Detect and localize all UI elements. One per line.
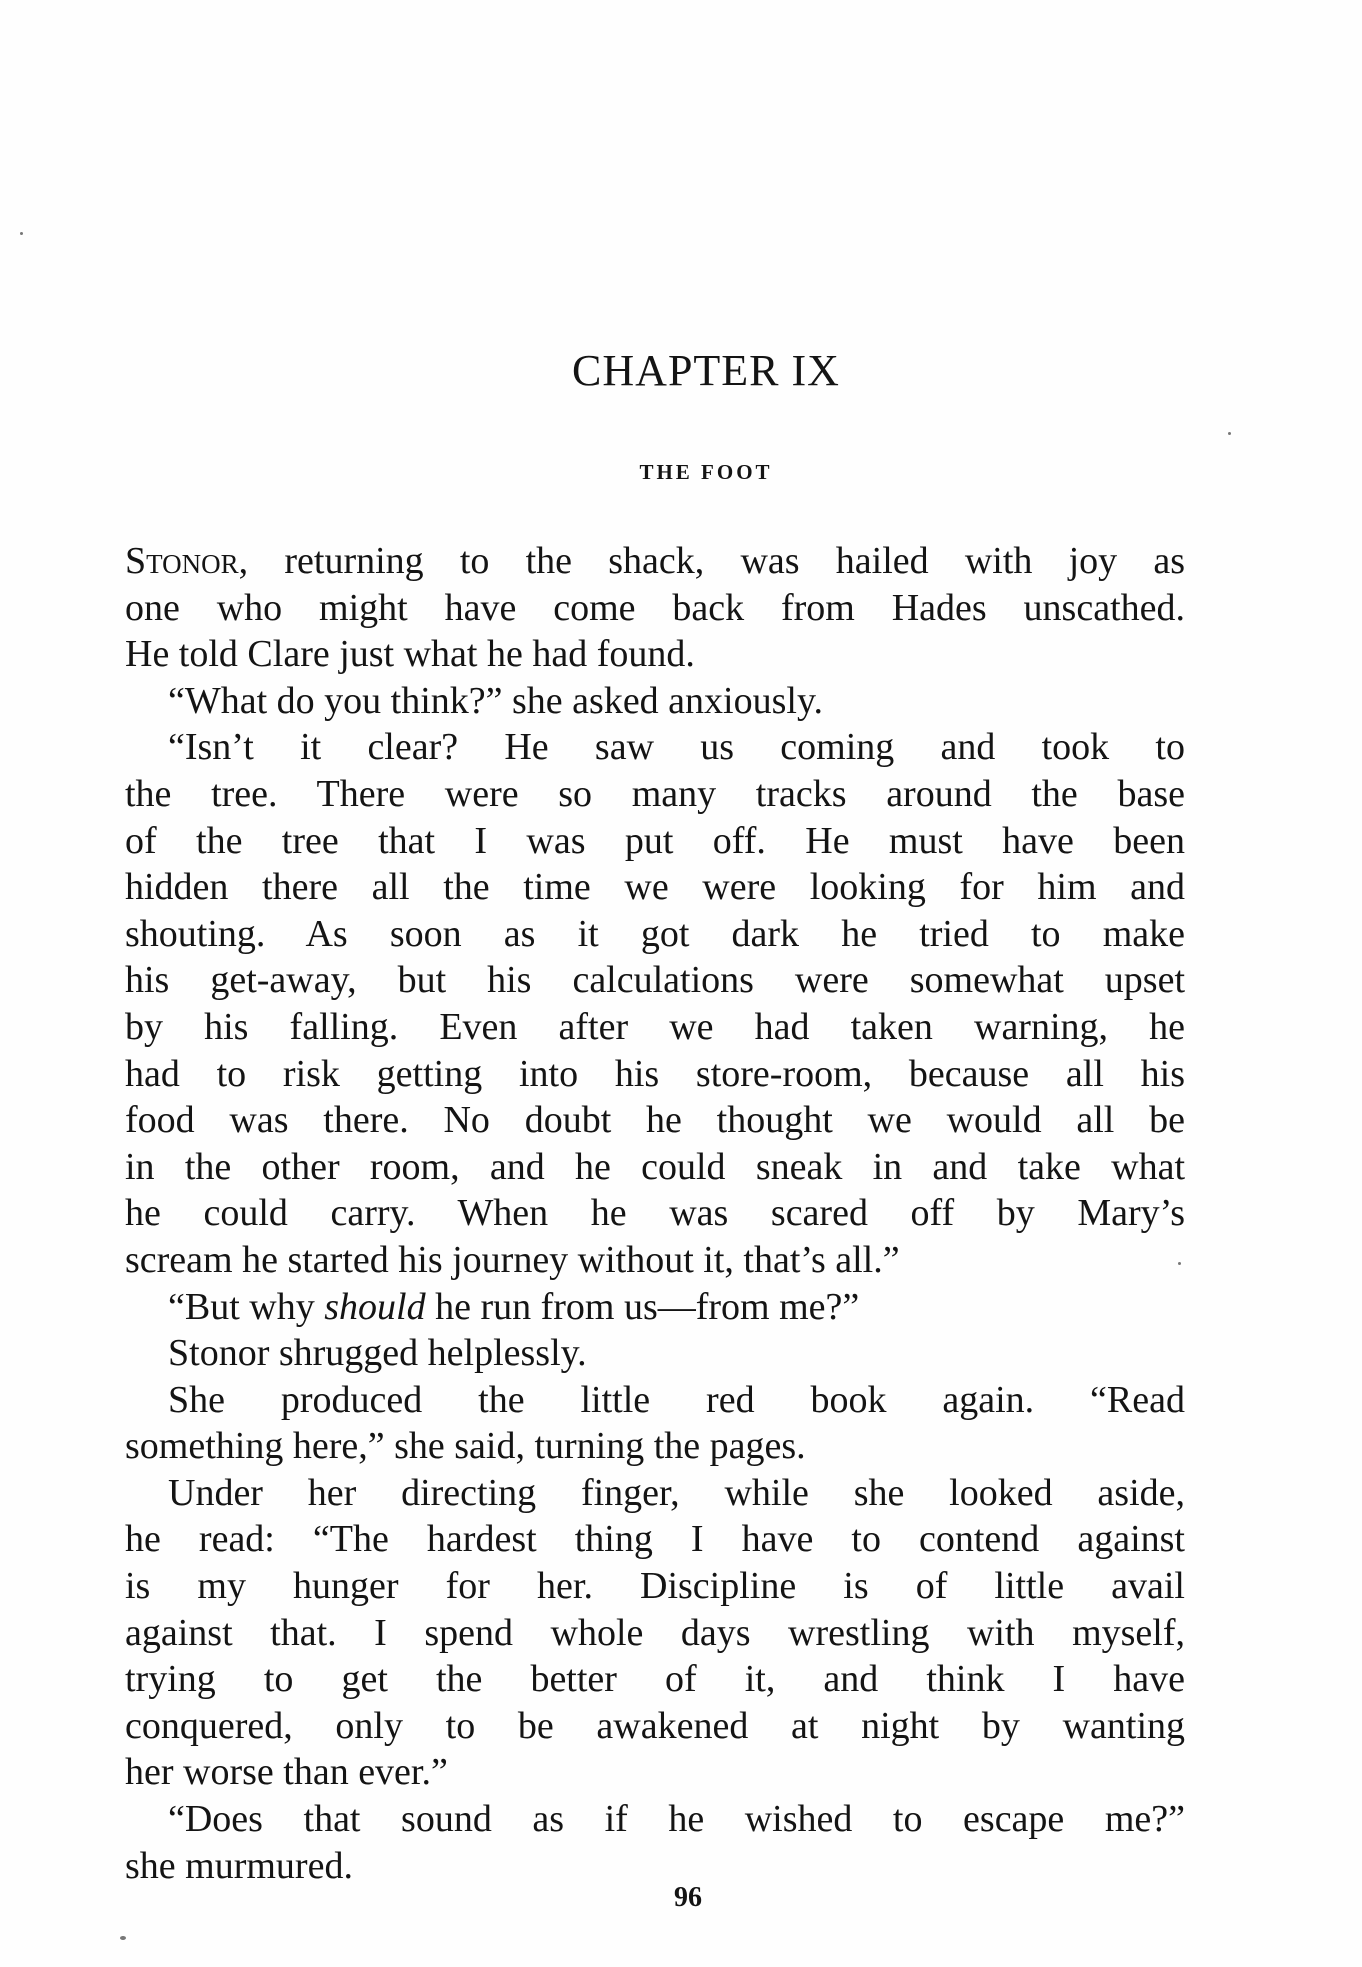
scan-speck — [120, 1936, 126, 1940]
text-line: something here,” she said, turning the pages. — [125, 1425, 806, 1468]
text-line: of the tree that I was put off. He must have been — [125, 819, 1185, 862]
scan-speck — [1228, 432, 1231, 435]
scan-speck — [20, 232, 23, 235]
text-line-content: “But why — [168, 1285, 325, 1328]
text-line — [125, 538, 1185, 585]
text-line: hidden there all the time we were looking for him and — [125, 866, 1185, 909]
text-line: “Does that sound as if he wished to escape me?” — [168, 1798, 1185, 1841]
text-line: shouting. As soon as it got dark he tried to make — [125, 912, 1185, 955]
text-line: He told Clare just what he had found. — [125, 633, 695, 676]
text-line: her worse than ever.” — [125, 1751, 448, 1794]
text-line: he could carry. When he was scared off by Mary’s — [125, 1192, 1185, 1235]
text-line: “What do you think?” she asked anxiously. — [168, 679, 823, 722]
body-text — [125, 538, 1185, 1889]
text-line: one who might have come back from Hades unscathed. — [125, 586, 1185, 629]
text-line: against that. I spend whole days wrestling with myself, — [125, 1611, 1185, 1654]
opening-word: Stonor — [125, 540, 239, 582]
text-line: She produced the little red book again. “Read — [168, 1378, 1185, 1421]
emphasis-word: should — [324, 1285, 426, 1328]
text-line: trying to get the better of it, and think I have — [125, 1658, 1185, 1701]
page-number: 96 — [674, 1882, 702, 1913]
text-line-content: , returning to the shack, was hailed with joy as — [238, 540, 1185, 582]
text-line: the tree. There were so many tracks around the base — [125, 772, 1185, 815]
text-line — [125, 1284, 1185, 1331]
text-line: is my hunger for her. Discipline is of little avail — [125, 1565, 1185, 1608]
text-line: conquered, only to be awakened at night by wanting — [125, 1704, 1185, 1747]
text-line: had to risk getting into his store-room, because all his — [125, 1052, 1185, 1095]
text-line: Under her directing finger, while she looked aside, — [168, 1471, 1185, 1514]
scan-speck — [1178, 1262, 1181, 1265]
text-line: by his falling. Even after we had taken warning, he — [125, 1005, 1185, 1048]
text-line: his get-away, but his calculations were somewhat upset — [125, 959, 1185, 1002]
chapter-subtitle: THE FOOT — [639, 460, 773, 484]
text-line: scream he started his journey without it, that’s all.” — [125, 1238, 900, 1281]
text-line: Stonor shrugged helplessly. — [168, 1332, 587, 1375]
text-line: “Isn’t it clear? He saw us coming and took to — [168, 726, 1185, 769]
text-line: he read: “The hardest thing I have to contend against — [125, 1518, 1185, 1561]
text-line: food was there. No doubt he thought we would all be — [125, 1099, 1185, 1142]
text-line: in the other room, and he could sneak in and take what — [125, 1145, 1185, 1188]
chapter-title: CHAPTER IX — [572, 346, 840, 395]
text-line: she murmured. — [125, 1844, 353, 1887]
text-line-content: he run from us—from me?” — [425, 1285, 860, 1328]
